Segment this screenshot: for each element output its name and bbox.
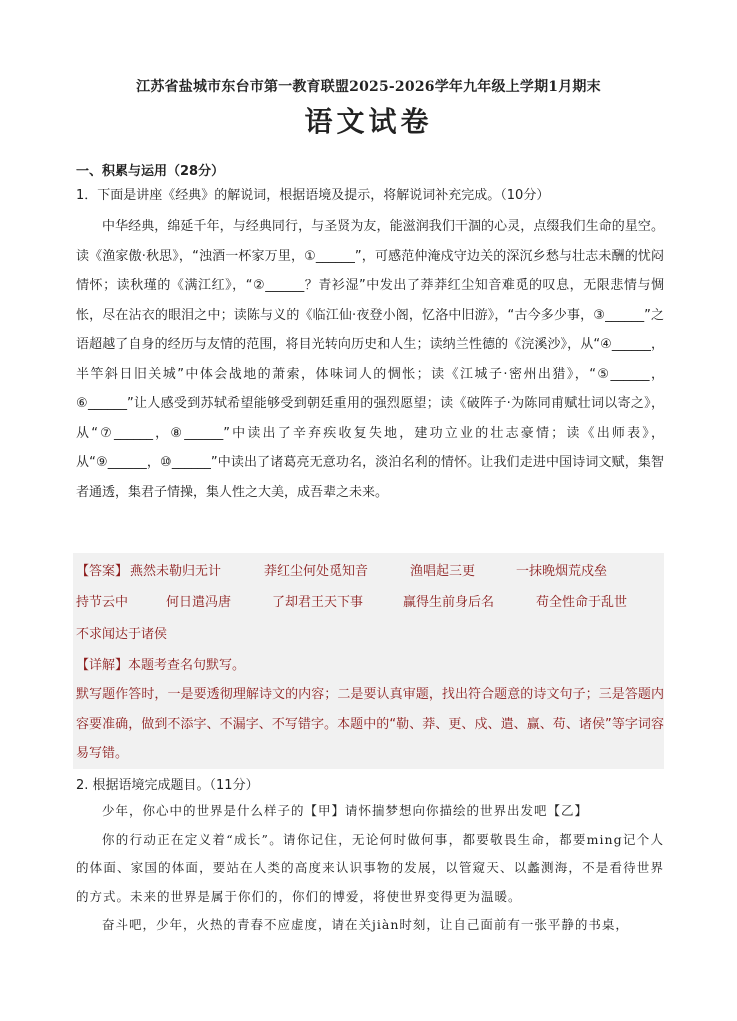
subject-title: 语文试卷 [304, 105, 433, 138]
answer-item: 赢得生前身后名 [403, 595, 495, 610]
passage-text: 中华经典，绵延千年，与经典同行，与圣贤为友，能滋润我们干涸的心灵，点缀我们生命的星空。读《渔家傲·秋思》，“浊酒一杯家万里，①______”，可感范仲淹戍守边关的深沉乡愁与壮志未酬的忧闷情怀；读秋瑾的《满江红》，“②______？青衫湿”中发出了莽莽红尘知音难觅的叹息，无限悲情与惆怅，尽在沾衣的眼泪之中；读陈与义的《临江仙·夜登小阁，忆洛中旧游》，“古今多少事，③______”之语超越了自身的经历与友情的范围，将目光转向历史和人生；读纳兰性德的《浣溪沙》，从“④______，半竿斜日旧关城”中体会战地的萧索，体味词人的惆怅；读《江城子·密州出猎》，“⑤______，⑥______”让人感受到苏轼希望能够受到朝廷重用的强烈愿望；读《破阵子·为陈同甫赋壮词以寄之》，从“⑦______，⑧______”中读出了辛弃疾收复失地，建功立业的壮志豪情；读《出师表》，从“⑨______，⑩______”中读出了诸葛亮无意功名，淡泊名利的情怀。让我们走进中国诗词文赋，集智者通透，集君子情操，集人性之大美，成吾辈之未来。 [76, 219, 664, 500]
q2-paragraph: 奋斗吧，少年，火热的青春不应虚度，请在关jiàn时刻，让自己面前有一张平静的书桌， [102, 917, 629, 932]
answer-item: 了却君王天下事 [272, 595, 364, 610]
question-2-prompt: 2. 根据语境完成题目。（11分） [76, 778, 259, 793]
section-title: 一、积累与运用（28分） [76, 164, 225, 179]
answer-item: 不求闻达于诸侯 [76, 627, 168, 642]
detail-heading: 【详解】本题考查名句默写。 [76, 658, 246, 673]
answer-item: 一抹晚烟荒戍垒 [516, 564, 608, 579]
q2-paragraph: 你的行动正在定义着“成长”。请你记住，无论何时做何事，都要敬畏生命，都要ming记个人的体面、家国的体面，要站在人类的高度来认识事物的发展，以管窥天、以蠡测海，不是看待世界的方式。未来的世界是属于你们的，你们的博爱，将使世界变得更为温暖。 [76, 831, 664, 904]
answer-item: 苟全性命于乱世 [536, 595, 628, 610]
detail-text: 默写题作答时，一是要透彻理解诗文的内容；二是要认真审题，找出符合题意的诗文句子；三是答题内容要准确，做到不添字、不漏字、不写错字。本题中的“勒、莽、更、戍、遣、赢、苟、诸侯”等字词容易写错。 [76, 687, 664, 761]
answer-item: 莽红尘何处觅知音 [264, 564, 369, 579]
answer-tag: 【答案】 [76, 564, 129, 579]
q2-paragraph: 少年，你心中的世界是什么样子的【甲】请怀揣梦想向你描绘的世界出发吧【乙】 [102, 803, 589, 818]
question-1-passage [76, 212, 664, 507]
exam-name: 江苏省盐城市东台市第一教育联盟2025-2026学年九年级上学期1月期末 [136, 79, 601, 95]
question-1-prompt: 1．下面是讲座《经典》的解说词，根据语境及提示，将解说词补充完成。（10分） [76, 188, 550, 203]
answer-item: 渔唱起三更 [410, 564, 476, 579]
question-2-passage [76, 797, 664, 940]
answer-item: 何日遣冯唐 [166, 595, 232, 610]
answer-item: 燕然未勒归无计 [130, 564, 222, 579]
answer-item: 持节云中 [76, 595, 129, 610]
